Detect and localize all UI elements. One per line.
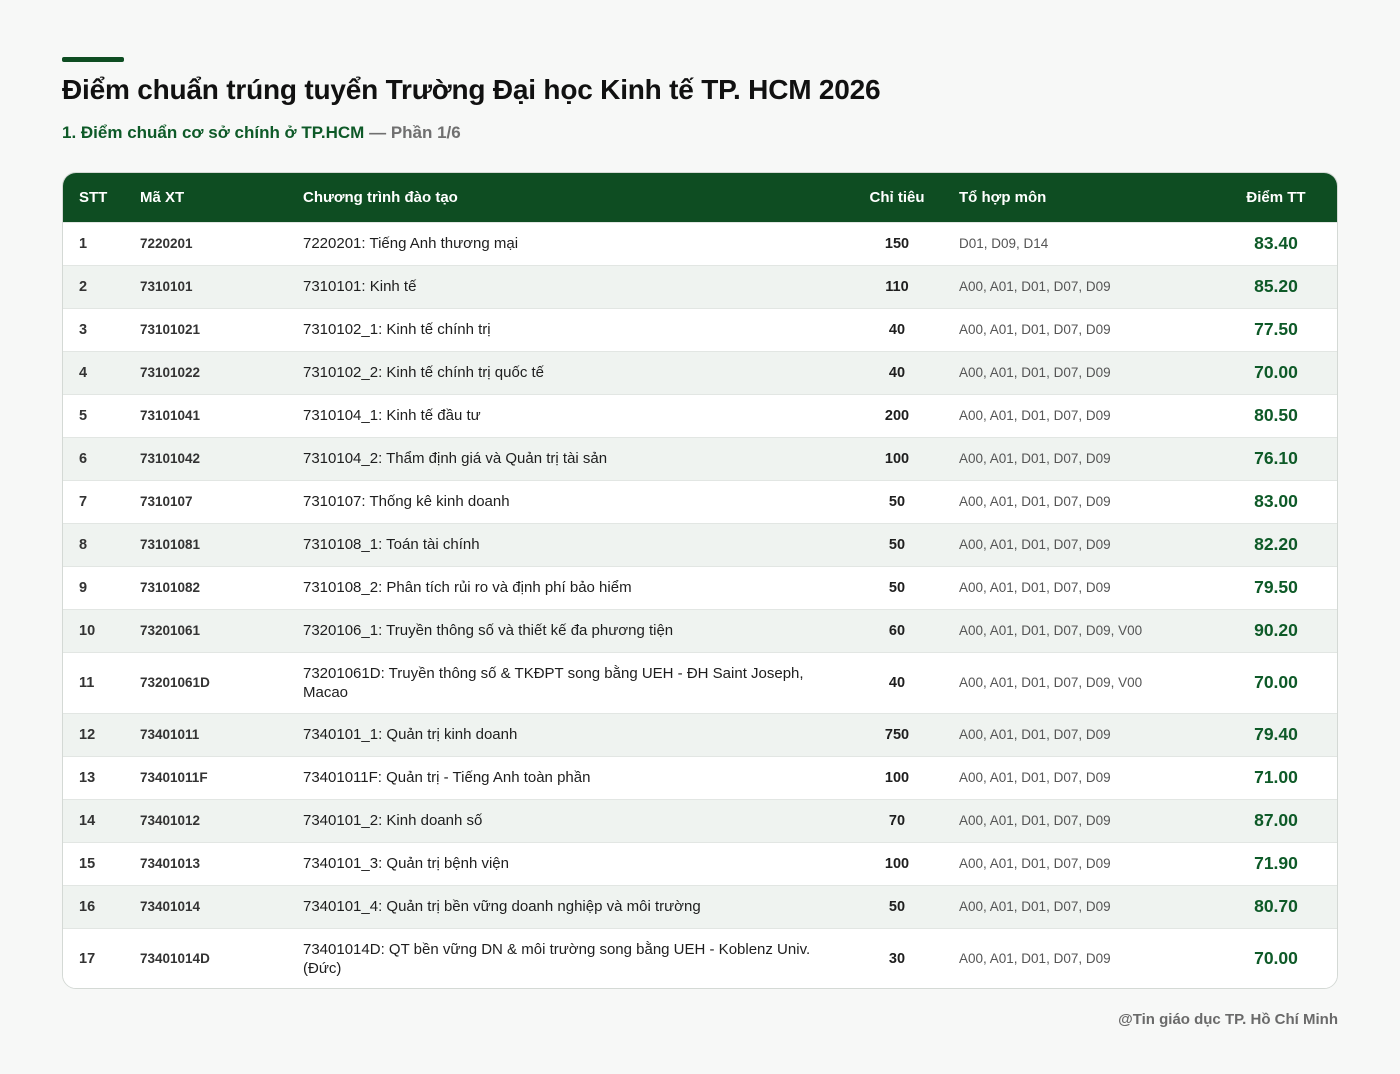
table-row	[63, 222, 1337, 265]
column-header-ma-xt: Mã XT	[140, 188, 185, 206]
cell-ma-xt: 73101042	[140, 451, 201, 466]
subtitle-separator: —	[369, 123, 387, 142]
cell-score: 90.20	[1254, 620, 1298, 640]
cell-ma-xt: 73201061	[140, 623, 201, 638]
column-header-quota: Chỉ tiêu	[869, 188, 925, 206]
cell-quota: 50	[888, 579, 906, 596]
cell-quota: 100	[884, 450, 910, 467]
cell-ma-xt: 73101041	[140, 408, 201, 423]
cell-ma-xt: 7310101	[140, 279, 193, 294]
cell-subject-combo: A00, A01, D01, D07, D09, V00	[959, 675, 1143, 690]
cell-ma-xt: 73201061D	[140, 675, 210, 690]
cell-program: 7310101: Kinh tế	[303, 278, 417, 295]
cell-stt: 6	[79, 450, 88, 467]
cell-subject-combo: A00, A01, D01, D07, D09	[959, 580, 1111, 595]
cell-program: 7310102_1: Kinh tế chính trị	[303, 321, 491, 338]
column-header-subject-combo: Tổ hợp môn	[959, 188, 1047, 206]
table-row	[63, 566, 1337, 609]
cell-quota: 50	[888, 536, 906, 553]
subtitle-part: Phần 1/6	[390, 123, 461, 142]
cell-quota: 200	[884, 407, 910, 424]
table-row	[63, 842, 1337, 885]
cell-program: 7340101_3: Quản trị bệnh viện	[303, 855, 509, 872]
cell-score: 79.40	[1254, 724, 1298, 744]
cell-quota: 750	[884, 726, 910, 743]
cell-ma-xt: 73101082	[140, 580, 201, 595]
cell-quota: 100	[884, 769, 910, 786]
cell-ma-xt: 73401011	[140, 727, 200, 742]
page-title: Điểm chuẩn trúng tuyển Trường Đại học Kinh tế TP. HCM 2026	[62, 74, 881, 105]
cell-stt: 4	[79, 364, 88, 381]
cell-program: 7310108_1: Toán tài chính	[303, 536, 480, 553]
cell-stt: 7	[79, 493, 88, 510]
cell-subject-combo: A00, A01, D01, D07, D09	[959, 537, 1111, 552]
table-row	[63, 351, 1337, 394]
cell-score: 83.40	[1254, 233, 1298, 253]
admission-table	[63, 173, 1337, 989]
table-row	[63, 885, 1337, 928]
table-row	[63, 756, 1337, 799]
cell-quota: 40	[888, 364, 906, 381]
table-row	[63, 523, 1337, 566]
cell-stt: 12	[79, 726, 96, 743]
table-row	[63, 394, 1337, 437]
cell-subject-combo: A00, A01, D01, D07, D09	[959, 451, 1111, 466]
cell-quota: 150	[884, 235, 910, 252]
table-row	[63, 609, 1337, 652]
cell-stt: 15	[79, 855, 96, 872]
cell-program: 7340101_1: Quản trị kinh doanh	[303, 726, 518, 743]
cell-ma-xt: 73101022	[140, 365, 201, 380]
cell-quota: 70	[888, 812, 906, 829]
cell-quota: 60	[888, 622, 906, 639]
cell-quota: 40	[888, 321, 906, 338]
cell-stt: 2	[79, 278, 88, 295]
cell-score: 77.50	[1254, 319, 1298, 339]
table-header-row	[63, 173, 1337, 222]
cell-score: 76.10	[1254, 448, 1298, 468]
cell-subject-combo: A00, A01, D01, D07, D09	[959, 322, 1111, 337]
cell-subject-combo: A00, A01, D01, D07, D09	[959, 365, 1111, 380]
cell-subject-combo: A00, A01, D01, D07, D09	[959, 899, 1111, 914]
cell-stt: 8	[79, 536, 88, 553]
cell-program: 7310107: Thống kê kinh doanh	[303, 493, 510, 510]
page-subtitle	[62, 123, 461, 143]
cell-score: 70.00	[1254, 362, 1298, 382]
table-row	[63, 713, 1337, 756]
cell-ma-xt: 73101021	[140, 322, 201, 337]
cell-program: 7310108_2: Phân tích rủi ro và định phí bảo hiểm	[303, 579, 632, 596]
cell-program: 7220201: Tiếng Anh thương mại	[303, 235, 519, 252]
cell-program: 73201061D: Truyền thông số & TKĐPT song bằng UEH - ĐH Saint Joseph, Macao	[303, 664, 804, 701]
table-row	[63, 437, 1337, 480]
subtitle-section: 1. Điểm chuẩn cơ sở chính ở TP.HCM	[62, 123, 365, 142]
cell-subject-combo: A00, A01, D01, D07, D09	[959, 813, 1111, 828]
cell-stt: 13	[79, 769, 96, 786]
cell-score: 70.00	[1254, 672, 1298, 692]
cell-score: 85.20	[1254, 276, 1298, 296]
cell-subject-combo: A00, A01, D01, D07, D09	[959, 727, 1111, 742]
cell-score: 80.50	[1254, 405, 1298, 425]
cell-stt: 1	[79, 235, 88, 252]
cell-score: 70.00	[1254, 948, 1298, 969]
cell-stt: 10	[79, 622, 96, 639]
table-body	[63, 222, 1337, 989]
table-header	[63, 173, 1337, 222]
cell-quota: 110	[885, 278, 909, 295]
cell-subject-combo: A00, A01, D01, D07, D09	[959, 951, 1111, 967]
cell-ma-xt: 73401012	[140, 813, 201, 828]
cell-program: 7340101_4: Quản trị bền vững doanh nghiệp và môi trường	[303, 898, 701, 915]
cell-stt: 5	[79, 407, 88, 424]
cell-program: 7310104_2: Thẩm định giá và Quản trị tài sản	[303, 450, 608, 467]
cell-ma-xt: 73401011F	[140, 770, 208, 785]
table-row	[63, 265, 1337, 308]
cell-score: 83.00	[1254, 491, 1298, 511]
column-header-score: Điểm TT	[1246, 188, 1306, 206]
table-row	[63, 928, 1337, 989]
footer-credit: @Tin giáo dục TP. Hồ Chí Minh	[1118, 1011, 1338, 1028]
table-row	[63, 480, 1337, 523]
cell-score: 82.20	[1254, 534, 1298, 554]
cell-score: 79.50	[1254, 577, 1298, 597]
cell-subject-combo: A00, A01, D01, D07, D09	[959, 856, 1111, 871]
column-header-stt: STT	[79, 188, 108, 206]
admission-table-card	[62, 172, 1338, 989]
cell-quota: 30	[888, 950, 906, 967]
cell-quota: 100	[884, 855, 910, 872]
cell-ma-xt: 73401013	[140, 856, 201, 871]
cell-program: 73401014D: QT bền vững DN & môi trường song bằng UEH - Koblenz Univ. (Đức)	[303, 940, 811, 977]
cell-ma-xt: 73401014D	[140, 951, 210, 967]
cell-ma-xt: 7220201	[140, 236, 193, 251]
cell-stt: 14	[79, 812, 96, 829]
cell-ma-xt: 73401014	[140, 899, 201, 914]
cell-score: 87.00	[1254, 810, 1298, 830]
cell-subject-combo: A00, A01, D01, D07, D09	[959, 770, 1111, 785]
cell-stt: 3	[79, 321, 88, 338]
cell-stt: 17	[79, 950, 96, 967]
column-header-program: Chương trình đào tạo	[303, 188, 458, 206]
cell-stt: 11	[79, 674, 95, 691]
table-row	[63, 652, 1337, 713]
table-row	[63, 308, 1337, 351]
cell-program: 7340101_2: Kinh doanh số	[303, 812, 483, 829]
title-accent-bar	[62, 57, 124, 62]
cell-quota: 40	[888, 674, 906, 691]
table-row	[63, 799, 1337, 842]
cell-program: 73401011F: Quản trị - Tiếng Anh toàn phần	[303, 769, 591, 786]
cell-subject-combo: A00, A01, D01, D07, D09	[959, 494, 1111, 509]
cell-quota: 50	[888, 898, 906, 915]
cell-program: 7310102_2: Kinh tế chính trị quốc tế	[303, 364, 545, 381]
cell-stt: 9	[79, 579, 88, 596]
cell-subject-combo: A00, A01, D01, D07, D09, V00	[959, 623, 1143, 638]
cell-stt: 16	[79, 898, 96, 915]
cell-ma-xt: 7310107	[140, 494, 193, 509]
cell-program: 7320106_1: Truyền thông số và thiết kế đa phương tiện	[303, 622, 674, 639]
cell-subject-combo: D01, D09, D14	[959, 236, 1049, 251]
cell-score: 71.90	[1254, 853, 1298, 873]
cell-score: 80.70	[1254, 896, 1298, 916]
cell-subject-combo: A00, A01, D01, D07, D09	[959, 408, 1111, 423]
cell-score: 71.00	[1254, 767, 1298, 787]
cell-program: 7310104_1: Kinh tế đầu tư	[303, 407, 481, 424]
cell-ma-xt: 73101081	[140, 537, 201, 552]
cell-quota: 50	[888, 493, 906, 510]
cell-subject-combo: A00, A01, D01, D07, D09	[959, 279, 1111, 294]
